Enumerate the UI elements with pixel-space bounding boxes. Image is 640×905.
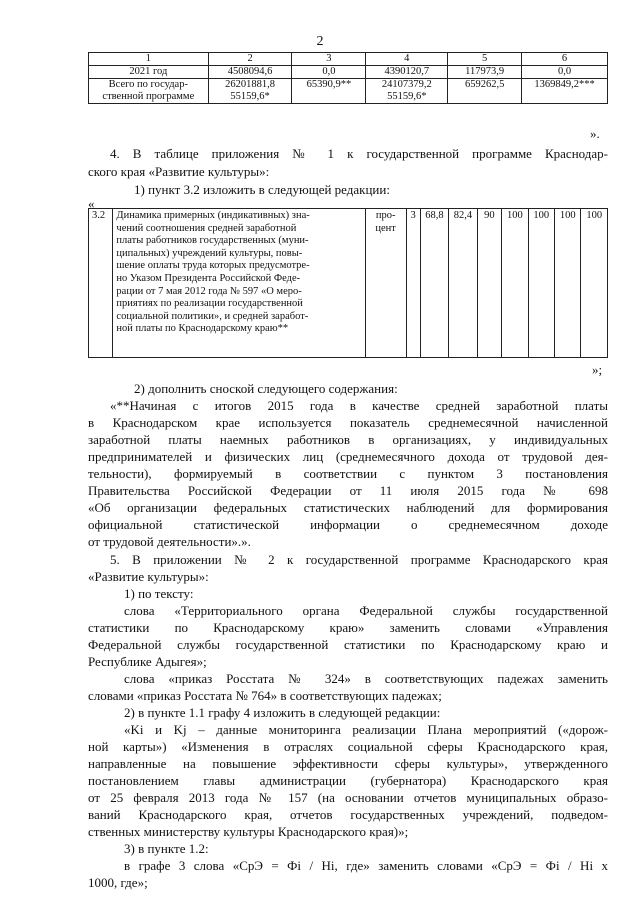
- table-cell: [366, 79, 448, 104]
- cell-line: 65390,9**: [306, 79, 352, 90]
- paragraph-line: Республике Адыгея»;: [88, 654, 207, 669]
- table-cell: 0,0: [292, 66, 366, 79]
- funding-table: [88, 52, 608, 104]
- value-cell: 68,8: [420, 209, 448, 358]
- table-cell: 6: [522, 53, 608, 66]
- paragraph-line: 2) в пункте 1.1 графу 4 изложить в следующей редакции:: [124, 705, 441, 720]
- paragraph-line: 3) в пункте 1.2:: [124, 841, 209, 856]
- footnote-line: «**Начиная с итогов 2015 года в качестве средней заработной платы: [110, 398, 608, 413]
- table-cell: [208, 79, 292, 104]
- table-cell: 4508094,6: [208, 66, 292, 79]
- paragraph-line: ваний Краснодарского края, отчетов государственных учреждений, подведом-: [88, 807, 608, 822]
- paragraph-line: постановлением главы администрации (губернатора) Краснодарского края: [88, 773, 608, 788]
- paragraph-line: 1) по тексту:: [124, 586, 194, 601]
- table-cell: 4390120,7: [366, 66, 448, 79]
- footnote-line: от трудовой деятельности».».: [88, 534, 251, 549]
- paragraph-line: «Развитие культуры»:: [88, 569, 209, 584]
- footnote-line: тельности), формируемый в соответствии с пунктом 3 постановления: [88, 466, 608, 481]
- page-number: 2: [316, 34, 324, 49]
- indicator-table: [88, 208, 608, 358]
- cell-line: 659262,5: [464, 79, 505, 90]
- paragraph-line: 2) дополнить сноской следующего содержания:: [134, 381, 398, 396]
- paragraph-line: статистики по Краснодарскому краю» заменить словами «Управления: [88, 620, 608, 635]
- status-cell: 3: [406, 209, 420, 358]
- cell-line: 24107379,2: [381, 79, 432, 90]
- cell-line: Всего по государ-: [108, 79, 188, 90]
- paragraph-line: 1000, где»;: [88, 875, 148, 890]
- footnote-line: официальной статистической информации о среднемесячном доходе: [88, 517, 608, 532]
- paragraph-line: направленные на повышение эффективности сферы культуры», утвержденного: [88, 756, 608, 771]
- cell-line: 1369849,2***: [534, 79, 595, 90]
- closing-quote: »;: [592, 362, 603, 377]
- paragraph-line: 4. В таблице приложения № 1 к государственной программе Краснодар-: [110, 146, 608, 161]
- description-line: но Указом Президента Российской Феде-: [116, 272, 301, 284]
- indicator-description: [113, 209, 365, 358]
- unit-cell: [365, 209, 406, 358]
- paragraph-line: словами «приказ Росстата № 764» в соответствующих падежах;: [88, 688, 442, 703]
- closing-quote: ».: [590, 126, 600, 141]
- description-line: социальной политики», и средней заработ-: [116, 310, 309, 322]
- unit-line: цент: [375, 222, 396, 234]
- table-cell: 2021 год: [89, 66, 209, 79]
- table-cell: 0,0: [522, 66, 608, 79]
- value-cell: 100: [528, 209, 554, 358]
- table-cell: 5: [448, 53, 522, 66]
- cell-line: ственной программе: [102, 91, 195, 102]
- value-cell: 82,4: [449, 209, 477, 358]
- paragraph-line: ственных министерству культуры Краснодарского края)»;: [88, 824, 409, 839]
- table-header-row: [89, 53, 608, 66]
- unit-line: про-: [375, 210, 396, 221]
- table-cell: 117973,9: [448, 66, 522, 79]
- footnote-line: Правительства Российской Федерации от 11 июля 2015 года № 698: [88, 483, 608, 498]
- table-row: [89, 66, 608, 79]
- paragraph-line: ной карты») «Изменения в отраслях социальной сферы Краснодарского края,: [88, 739, 608, 754]
- paragraph-line: 5. В приложении № 2 к государственной программе Краснодарского края: [110, 552, 608, 567]
- table-cell: [89, 79, 209, 104]
- footnote-line: в Краснодарском крае используется показатель среднемесячной начисленной: [88, 415, 608, 430]
- paragraph-line: в графе 3 слова «СрЭ = Фi / Нi, где» заменить словами «СрЭ = Фi / Нi x: [124, 858, 608, 873]
- description-line: платы работников государственных (муни-: [116, 235, 309, 247]
- description-line: шение оплаты труда которых предусмотре-: [116, 260, 310, 272]
- table-cell: [448, 79, 522, 104]
- paragraph-line: «Ki и Kj – данные мониторинга реализации Плана мероприятий («дорож-: [124, 722, 608, 737]
- table-row: [89, 79, 608, 104]
- description-line: рации от 7 мая 2012 года № 597 «О меро-: [116, 285, 302, 297]
- table-cell: 3: [292, 53, 366, 66]
- value-cell: 90: [477, 209, 501, 358]
- paragraph-line: Федеральной службы государственной статистики по Краснодарскому краю и: [88, 637, 608, 652]
- cell-line: 55159,6*: [230, 91, 270, 102]
- paragraph-line: от 25 февраля 2013 года № 157 (на основании отчетов муниципальных образо-: [88, 790, 608, 805]
- table-cell: 2: [208, 53, 292, 66]
- footnote-line: заработной платы наемных работников в организациях, у индивидуальных: [88, 432, 608, 447]
- row-number: 3.2: [89, 209, 113, 358]
- table-cell: 4: [366, 53, 448, 66]
- value-cell: 100: [581, 209, 608, 358]
- paragraph-line: ского края «Развитие культуры»:: [88, 164, 270, 179]
- footnote-line: «Об организации федеральных статистических наблюдений для формирования: [88, 500, 608, 515]
- value-cell: 100: [555, 209, 581, 358]
- paragraph-line: 1) пункт 3.2 изложить в следующей редакции:: [134, 182, 390, 197]
- opening-quote: «: [88, 196, 95, 211]
- table-cell: 1: [89, 53, 209, 66]
- description-line: ципальных) учреждений культуры, повы-: [116, 247, 303, 259]
- footnote-line: предпринимателей и физических лиц (среднемесячного дохода от трудовой дея-: [88, 449, 608, 464]
- cell-line: 26201881,8: [225, 79, 275, 90]
- description-line: чений соотношения средней заработной: [116, 222, 297, 234]
- description-line: приятиях по реализации государственной: [116, 298, 303, 310]
- cell-line: 55159,6*: [387, 91, 427, 102]
- description-line: ной платы по Краснодарскому краю**: [116, 323, 289, 335]
- table-cell: [522, 79, 608, 104]
- paragraph-line: слова «приказ Росстата № 324» в соответствующих падежах заменить: [124, 671, 608, 686]
- table-row: [89, 209, 608, 358]
- paragraph-line: слова «Территориального органа Федеральной службы государственной: [124, 603, 608, 618]
- description-line: Динамика примерных (индикативных) зна-: [116, 210, 310, 221]
- table-cell: [292, 79, 366, 104]
- value-cell: 100: [502, 209, 528, 358]
